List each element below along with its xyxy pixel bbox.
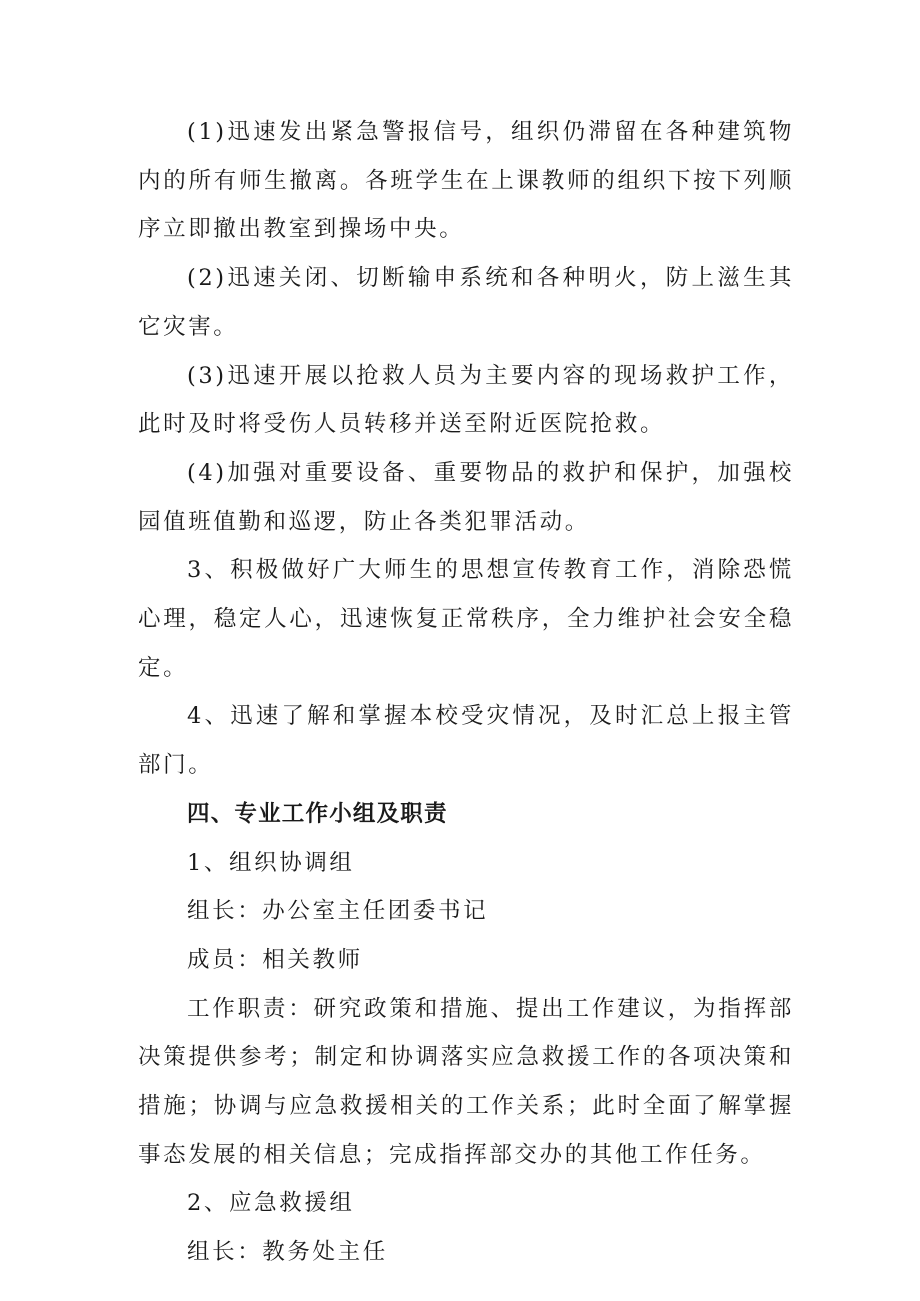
group2-leader: 组长：教务处主任 (187, 1239, 388, 1266)
paragraph-cut-power: (2)迅速关闭、切断输申系统和各种明火，防上滋生其它灾害。 (138, 265, 794, 340)
group1-members: 成员：相关教师 (187, 946, 363, 973)
paragraph-rescue: (3)迅速开展以抢救人员为主要内容的现场救护工作，此时及时将受伤人员转移并送至附近医院抢救。 (138, 362, 794, 438)
section-heading: 四、专业工作小组及职责 (187, 800, 448, 827)
group2-title: 2、应急救援组 (187, 1190, 355, 1217)
paragraph-education-work: 3、积极做好广大师生的思想宣传教育工作，消除恐慌心理，稳定人心，迅速恢复正常秩序，全力维护社会安全稳定。 (138, 557, 794, 681)
group1-leader: 组长：办公室主任团委书记 (187, 898, 489, 925)
document-page (138, 108, 794, 1277)
group1-duties: 工作职责：研究政策和措施、提出工作建议，为指挥部决策提供参考；制定和协调落实应急救援工作的各项决策和措施；协调与应急救援相关的工作关系；此时全面了解掌握事态发展的相关信息；完成指挥部交办的其他工作任务。 (138, 995, 794, 1168)
paragraph-report-damage: 4、迅速了解和掌握本校受灾情况，及时汇总上报主管部门。 (138, 703, 794, 779)
paragraph-protect-equipment: (4)加强对重要设备、重要物品的救护和保护，加强校园值班值勤和巡逻，防止各类犯罪活动。 (138, 459, 794, 535)
group1-title: 1、组织协调组 (187, 849, 355, 876)
paragraph-emergency-alarm: (1)迅速发出紧急警报信号，组织仍滞留在各种建筑物内的所有师生撤离。各班学生在上课教师的组织下按下列顺序立即撤出教室到操场中央。 (138, 119, 794, 243)
